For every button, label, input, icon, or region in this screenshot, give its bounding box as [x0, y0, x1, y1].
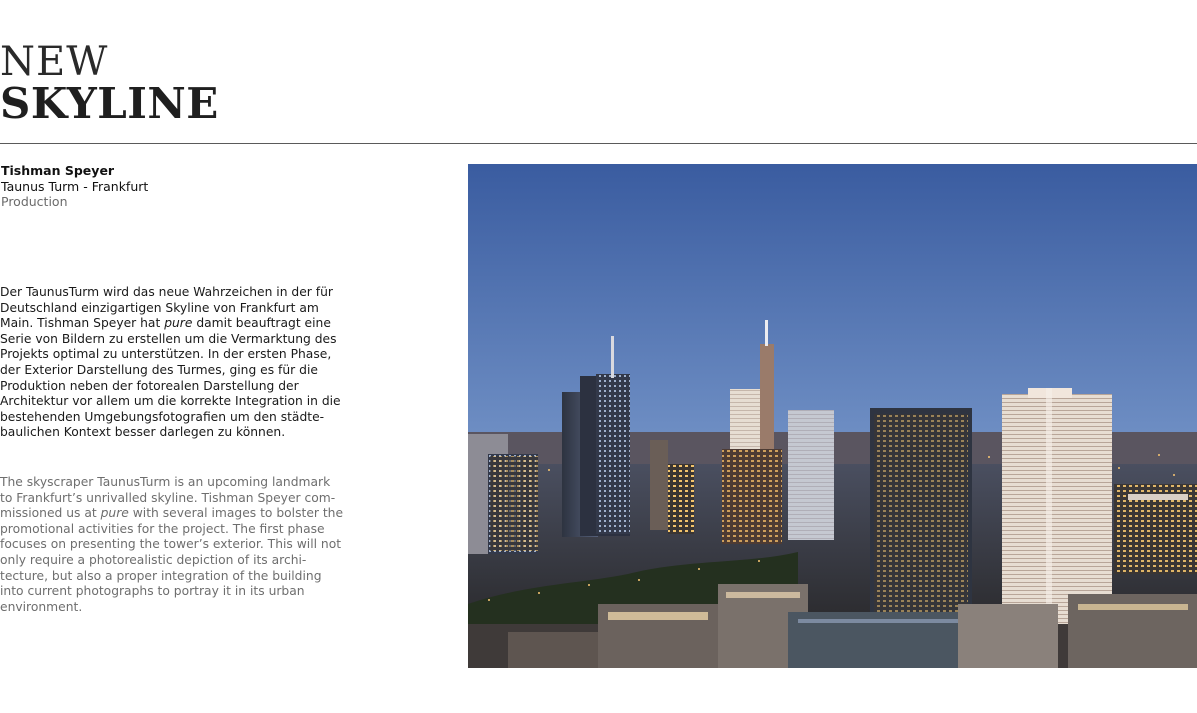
brand-emphasis: pure: [100, 506, 129, 521]
skyline-illustration: [468, 164, 1197, 668]
title-line-skyline: SKYLINE: [0, 79, 219, 128]
description-english-part2: with several images to bolster the promotional activities for the project. The first phase focuses on presenting the tower’s exterior. This will not only require a photorealistic depiction of its archi-tecture, but also a proper integration of the building into current photographs to portray it in its urban environment.: [0, 506, 344, 614]
client-name: Tishman Speyer: [1, 163, 115, 178]
title-line-new: NEW: [0, 39, 109, 85]
project-name: Taunus Turm - Frankfurt: [1, 178, 149, 194]
description-german-part2: damit beauftragt eine Serie von Bildern zu erstellen um die Vermarktung des Projekts optimal zu unterstützen. In der ersten Phase, der Exterior Darstellung des Turmes, ging es für die Produktion neben der fotorealen Darstellung der Architektur vor allem um die korrekte Integration in die bestehenden Umgebungsfotografien um den städte-baulichen Kontext besser darlegen zu können.: [0, 316, 341, 440]
project-meta: [1, 163, 148, 210]
description-english-part1: The skyscraper TaunusTurm is an upcoming landmark to Frankfurt’s unrivalled skyline. Tishman Speyer com-missioned us at: [0, 475, 336, 521]
page-title: [0, 39, 219, 128]
description-german-part1: Der TaunusTurm wird das neue Wahrzeichen in der für Deutschland einzigartigen Skyline von Frankfurt am Main. Tishman Speyer hat: [0, 285, 333, 331]
description-english: [0, 475, 345, 615]
brand-emphasis: pure: [164, 316, 193, 331]
description-german: [0, 285, 345, 441]
header-divider: [0, 143, 1197, 144]
skyline-photo: [468, 164, 1197, 668]
project-category: Production: [1, 194, 68, 209]
